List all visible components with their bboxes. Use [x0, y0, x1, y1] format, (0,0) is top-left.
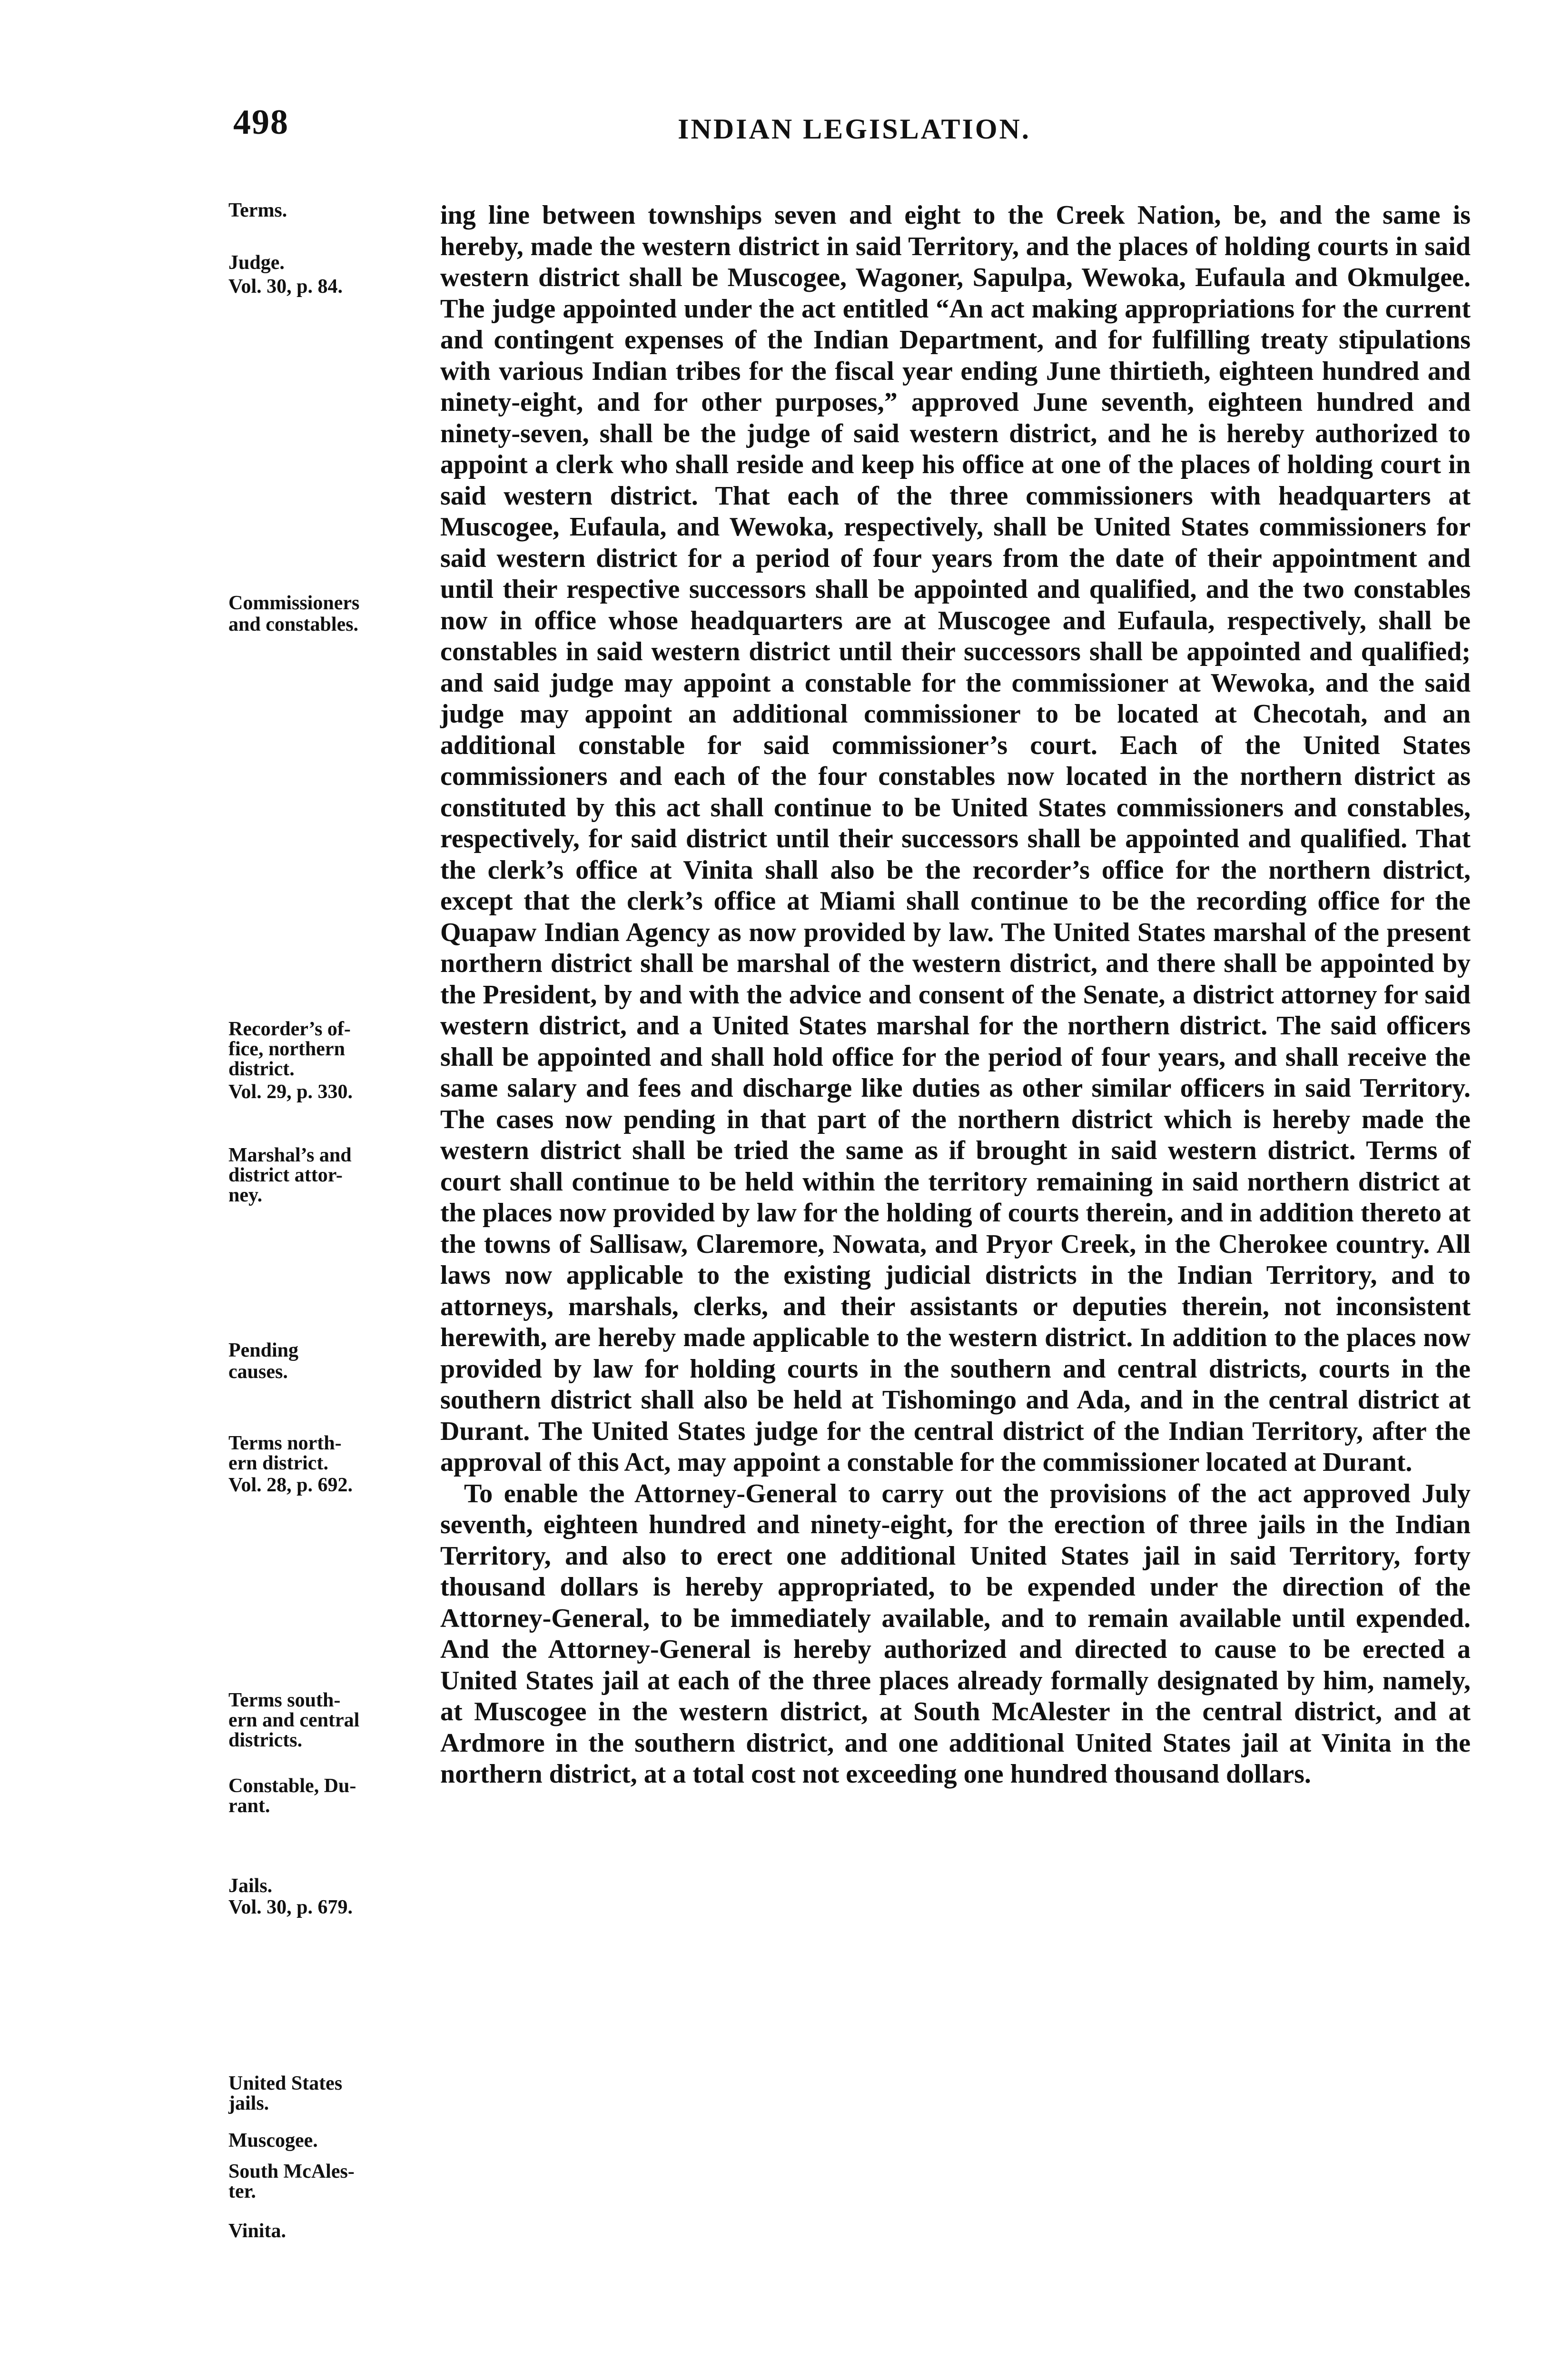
margin-note: Terms north-: [228, 1432, 342, 1454]
margin-note: jails.: [228, 2092, 269, 2114]
margin-note: fice, northern: [228, 1038, 345, 1060]
margin-note: Vinita.: [228, 2220, 286, 2242]
margin-note: South McAles-: [228, 2161, 355, 2182]
margin-note: Pending: [228, 1339, 299, 1361]
margin-note: ern district.: [228, 1452, 328, 1474]
margin-note: Vol. 28, p. 692.: [228, 1474, 353, 1496]
margin-note: rant.: [228, 1795, 270, 1817]
margin-note: Marshal’s and: [228, 1144, 352, 1166]
margin-note: Terms south-: [228, 1689, 341, 1711]
margin-note: United States: [228, 2073, 343, 2094]
page-number: 498: [233, 103, 289, 142]
margin-note: ern and central: [228, 1709, 360, 1731]
paragraph-jails: To enable the Attorney-General to carry out the provisions of the act approved July seventh, eighteen hundred and ninety-eight, for the erection of three jails in the Indian Territory, and also to erect one additional United States jail in said Territory, forty thousand dollars is hereby appropriated, to be expended under the direction of the Attorney-General, to be immediately available, and to remain available until expended. And the Attorney-General is hereby authorized and directed to cause to be erected a United States jail at each of the three places already formally designated by him, namely, at Muscogee in the western district, at South McAlester in the central district, and at Ardmore in the southern district, and one additional United States jail at Vinita in the northern district, at a total cost not exceeding one hundred thousand dollars.: [440, 1478, 1471, 1789]
margin-note: causes.: [228, 1361, 288, 1383]
margin-note: Judge.: [228, 252, 285, 274]
margin-note: Muscogee.: [228, 2130, 318, 2152]
margin-note: Terms.: [228, 199, 287, 221]
paragraph-districts: ing line between townships seven and eight to the Creek Nation, be, and the same is hereby, made the western district in said Territory, and the places of holding courts in said western district shall be Muscogee, Wagoner, Sapulpa, Wewoka, Eufaula and Okmulgee. The judge appointed under the act entitled “An act making appropriations for the current and contingent expenses of the Indian Department, and for fulfilling treaty stipulations with various Indian tribes for the fiscal year ending June thirtieth, eighteen hundred and ninety-eight, and for other purposes,” approved June seventh, eighteen hundred and ninety-seven, shall be the judge of said western district, and he is hereby authorized to appoint a clerk who shall reside and keep his office at one of the places of holding court in said western district. That each of the three commissioners with headquarters at Muscogee, Eufaula, and Wewoka, respectively, shall be United States commissioners for said western district for a period of four years from the date of their appointment and until their respective successors shall be appointed and qualified, and the two constables now in office whose headquarters are at Muscogee and Eufaula, respectively, shall be constables in said western district until their successors shall be appointed and qualified; and said judge may appoint a constable for the commissioner at Wewoka, and the said judge may appoint an additional commissioner to be located at Checotah, and an additional constable for said commissioner’s court. Each of the United States commissioners and each of the four constables now located in the northern district as constituted by this act shall continue to be United States commissioners and constables, respectively, for said district until their successors shall be appointed and qualified. That the clerk’s office at Vinita shall also be the recorder’s office for the northern district, except that the clerk’s office at Miami shall continue to be the recording office for the Quapaw Indian Agency as now provided by law. The United States marshal of the present northern district shall be marshal of the western district, and there shall be appointed by the President, by and with the advice and consent of the Senate, a district attorney for said western district, and a United States marshal for the northern district. The said officers shall be appointed and shall hold office for the period of four years, and shall receive the same salary and fees and discharge like duties as other similar officers in said Territory. The cases now pending in that part of the northern district which is hereby made the western district shall be tried the same as if brought in said western district. Terms of court shall continue to be held within the territory remaining in said northern district at the places now provided by law for the holding of courts therein, and in addition thereto at the towns of Sallisaw, Claremore, Nowata, and Pryor Creek, in the Cherokee country. All laws now applicable to the existing judicial districts in the Indian Territory, and to attorneys, marshals, clerks, and their assistants or deputies therein, not inconsistent herewith, are hereby made applicable to the western district. In addition to the places now provided by law for holding courts in the southern and central districts, courts in the southern district shall also be held at Tishomingo and Ada, and in the central district at Durant. The United States judge for the central district of the Indian Territory, after the approval of this Act, may appoint a constable for the commissioner located at Durant.: [440, 200, 1471, 1477]
margin-note: ter.: [228, 2181, 256, 2202]
margin-note: district attor-: [228, 1164, 343, 1186]
body-text: [440, 200, 1471, 1790]
page-header: [233, 102, 1475, 155]
margin-note: Commissioners: [228, 592, 360, 614]
margin-note: Vol. 30, p. 679.: [228, 1896, 353, 1918]
running-head: INDIAN LEGISLATION.: [678, 113, 1031, 145]
margin-note: ney.: [228, 1184, 263, 1206]
margin-note: Recorder’s of-: [228, 1018, 351, 1040]
margin-note: Jails.: [228, 1875, 273, 1897]
margin-note: districts.: [228, 1729, 303, 1751]
margin-note: and constables.: [228, 614, 359, 635]
margin-note: Vol. 29, p. 330.: [228, 1081, 353, 1103]
margin-note: Constable, Du-: [228, 1775, 356, 1797]
margin-note: district.: [228, 1058, 295, 1080]
margin-note: Vol. 30, p. 84.: [228, 276, 343, 298]
